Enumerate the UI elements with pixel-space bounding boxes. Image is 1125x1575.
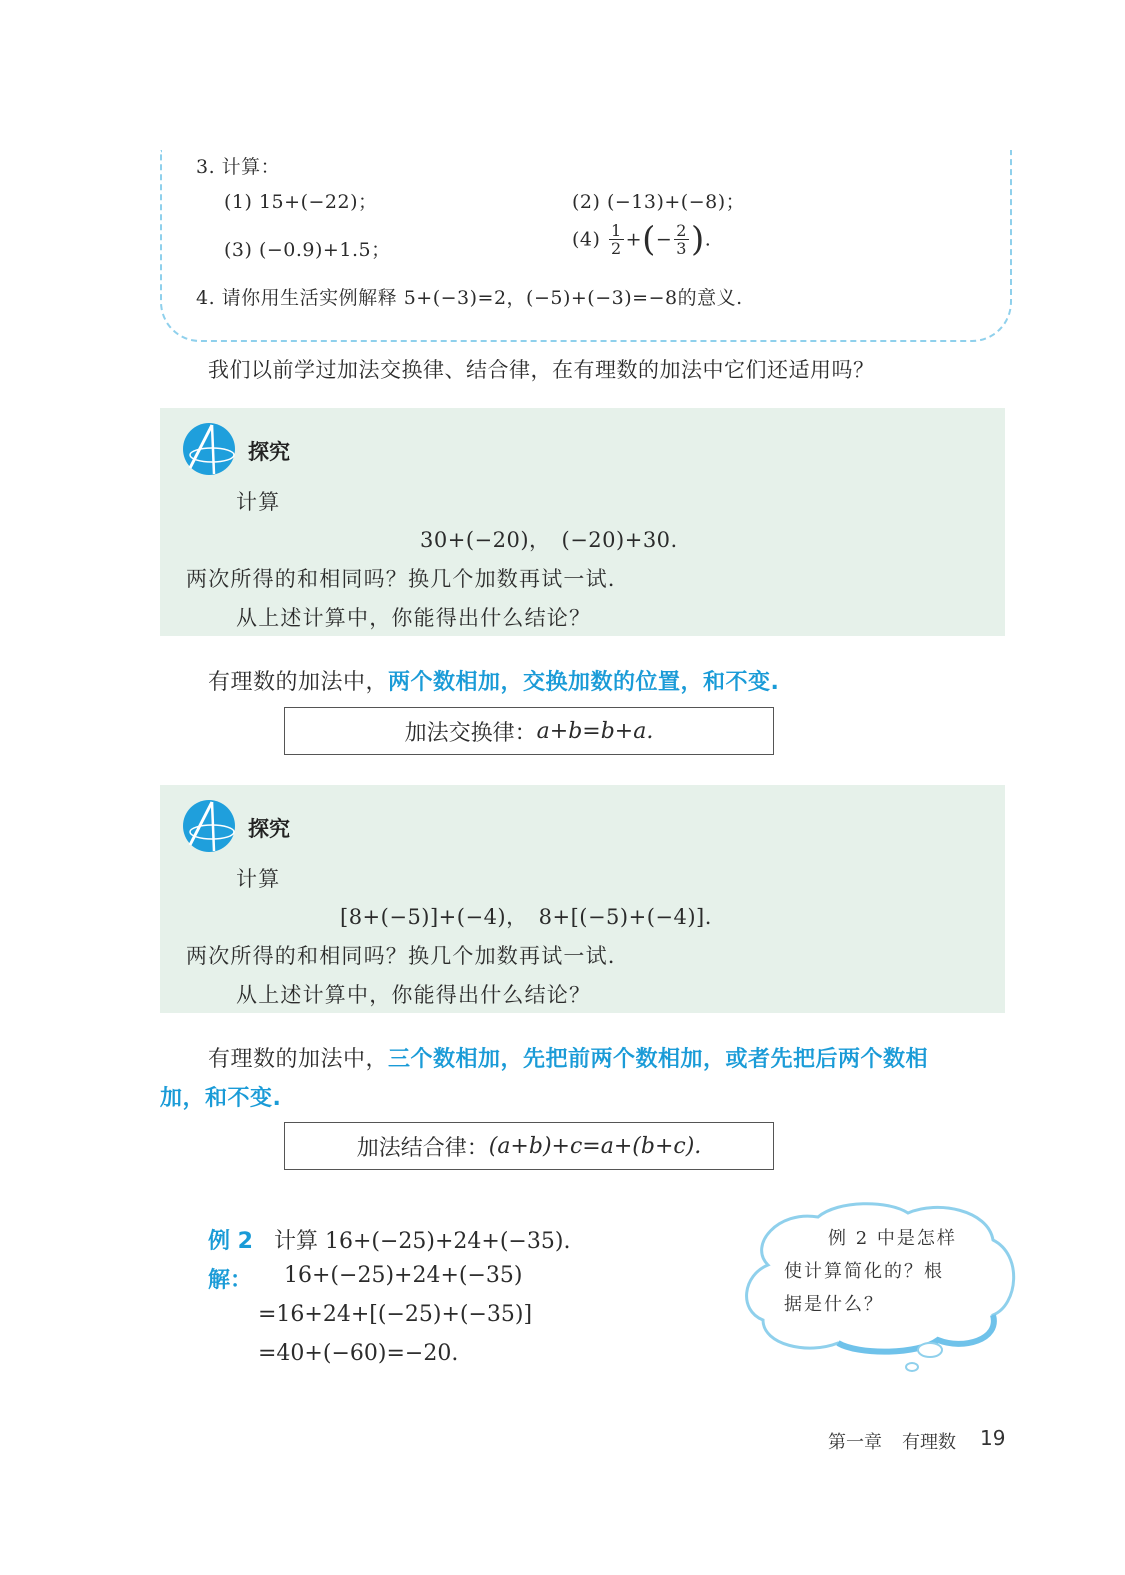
explore-expressions: 30+(−20)， (−20)+30. — [420, 528, 678, 552]
item-label: (1) — [224, 191, 253, 213]
explore-question: 两次所得的和相同吗？换几个加数再试一试. — [186, 567, 616, 591]
item-expr: (−0.9)+1.5； — [258, 239, 391, 261]
explore-title: 探究 — [248, 440, 290, 464]
footer-chapter: 第一章 — [828, 1432, 882, 1453]
explore-title: 探究 — [248, 817, 290, 841]
explore-conclusion-prompt: 从上述计算中，你能得出什么结论？ — [236, 606, 592, 630]
solution-label: 解： — [208, 1268, 253, 1293]
example-label: 例 2 — [208, 1229, 253, 1254]
exercise-3-item-1 — [224, 187, 378, 214]
explore-prompt: 计算 — [236, 867, 281, 891]
solution-step-2: =16+24+[(−25)+(−35)] — [258, 1302, 533, 1327]
law-formula: (a+b)+c=a+(b+c). — [488, 1133, 702, 1159]
associative-law-box — [284, 1122, 774, 1170]
commutative-law-box — [284, 707, 774, 755]
explore-panel-1 — [160, 408, 1005, 636]
statement-highlight: 三个数相加，先把前两个数相加，或者先把后两个数相 — [388, 1047, 929, 1072]
example-2-problem — [208, 1224, 570, 1255]
associative-statement-line-2: 加，和不变. — [160, 1086, 282, 1111]
example-problem-text: 计算 16+(−25)+24+(−35). — [273, 1229, 571, 1254]
page-number: 19 — [980, 1426, 1006, 1450]
fraction-one-half: $\frac{1}{2}$ — [610, 221, 622, 258]
explore-prompt: 计算 — [236, 490, 281, 514]
explore-panel-2 — [160, 785, 1005, 1013]
exercise-3-item-2 — [572, 187, 745, 214]
bubble-line-2: 使计算简化的？根 — [784, 1261, 944, 1282]
explore-conclusion-prompt: 从上述计算中，你能得出什么结论？ — [236, 983, 592, 1007]
thought-bubble-cloud-icon — [738, 1195, 1018, 1380]
fraction-two-thirds: $\frac{2}{3}$ — [676, 221, 687, 258]
item-expr: (−13)+(−8)； — [606, 191, 746, 213]
commutative-statement — [208, 665, 779, 696]
exercise-3-label: 3. 计算： — [196, 156, 281, 178]
exercise-3-item-3 — [224, 235, 391, 262]
explore-question: 两次所得的和相同吗？换几个加数再试一试. — [186, 944, 616, 968]
item-label: (4) — [572, 228, 601, 251]
statement-prefix: 有理数的加法中， — [208, 670, 389, 695]
law-label: 加法结合律： — [356, 1135, 489, 1161]
exercise-4: 4. 请你用生活实例解释 5+(−3)=2，(−5)+(−3)=−8的意义. — [196, 287, 743, 309]
explore-expressions: [8+(−5)]+(−4)， 8+[(−5)+(−4)]. — [340, 905, 712, 929]
solution-step-1: 16+(−25)+24+(−35) — [284, 1263, 523, 1288]
bubble-line-3: 据是什么？ — [784, 1294, 884, 1315]
bubble-line-1: 例 2 中是怎样 — [828, 1228, 957, 1249]
statement-prefix: 有理数的加法中， — [208, 1047, 389, 1072]
solution-step-3: =40+(−60)=−20. — [258, 1341, 459, 1366]
exercise-3-item-4: (4) $\frac{1}{2}$ +(− $\frac{2}{3}$ ). — [572, 219, 712, 260]
intro-question: 我们以前学过加法交换律、结合律，在有理数的加法中它们还适用吗？ — [208, 358, 875, 382]
item-label: (3) — [224, 239, 253, 261]
law-formula: a+b=b+a. — [536, 718, 654, 744]
law-label: 加法交换律： — [404, 720, 537, 746]
compass-icon — [182, 422, 236, 476]
compass-icon — [182, 799, 236, 853]
item-label: (2) — [572, 191, 601, 213]
statement-highlight: 两个数相加，交换加数的位置，和不变. — [388, 670, 780, 695]
item-expr: 15+(−22)； — [258, 191, 378, 213]
associative-statement-line-1 — [208, 1042, 928, 1073]
footer-chapter-title: 有理数 — [902, 1432, 956, 1453]
